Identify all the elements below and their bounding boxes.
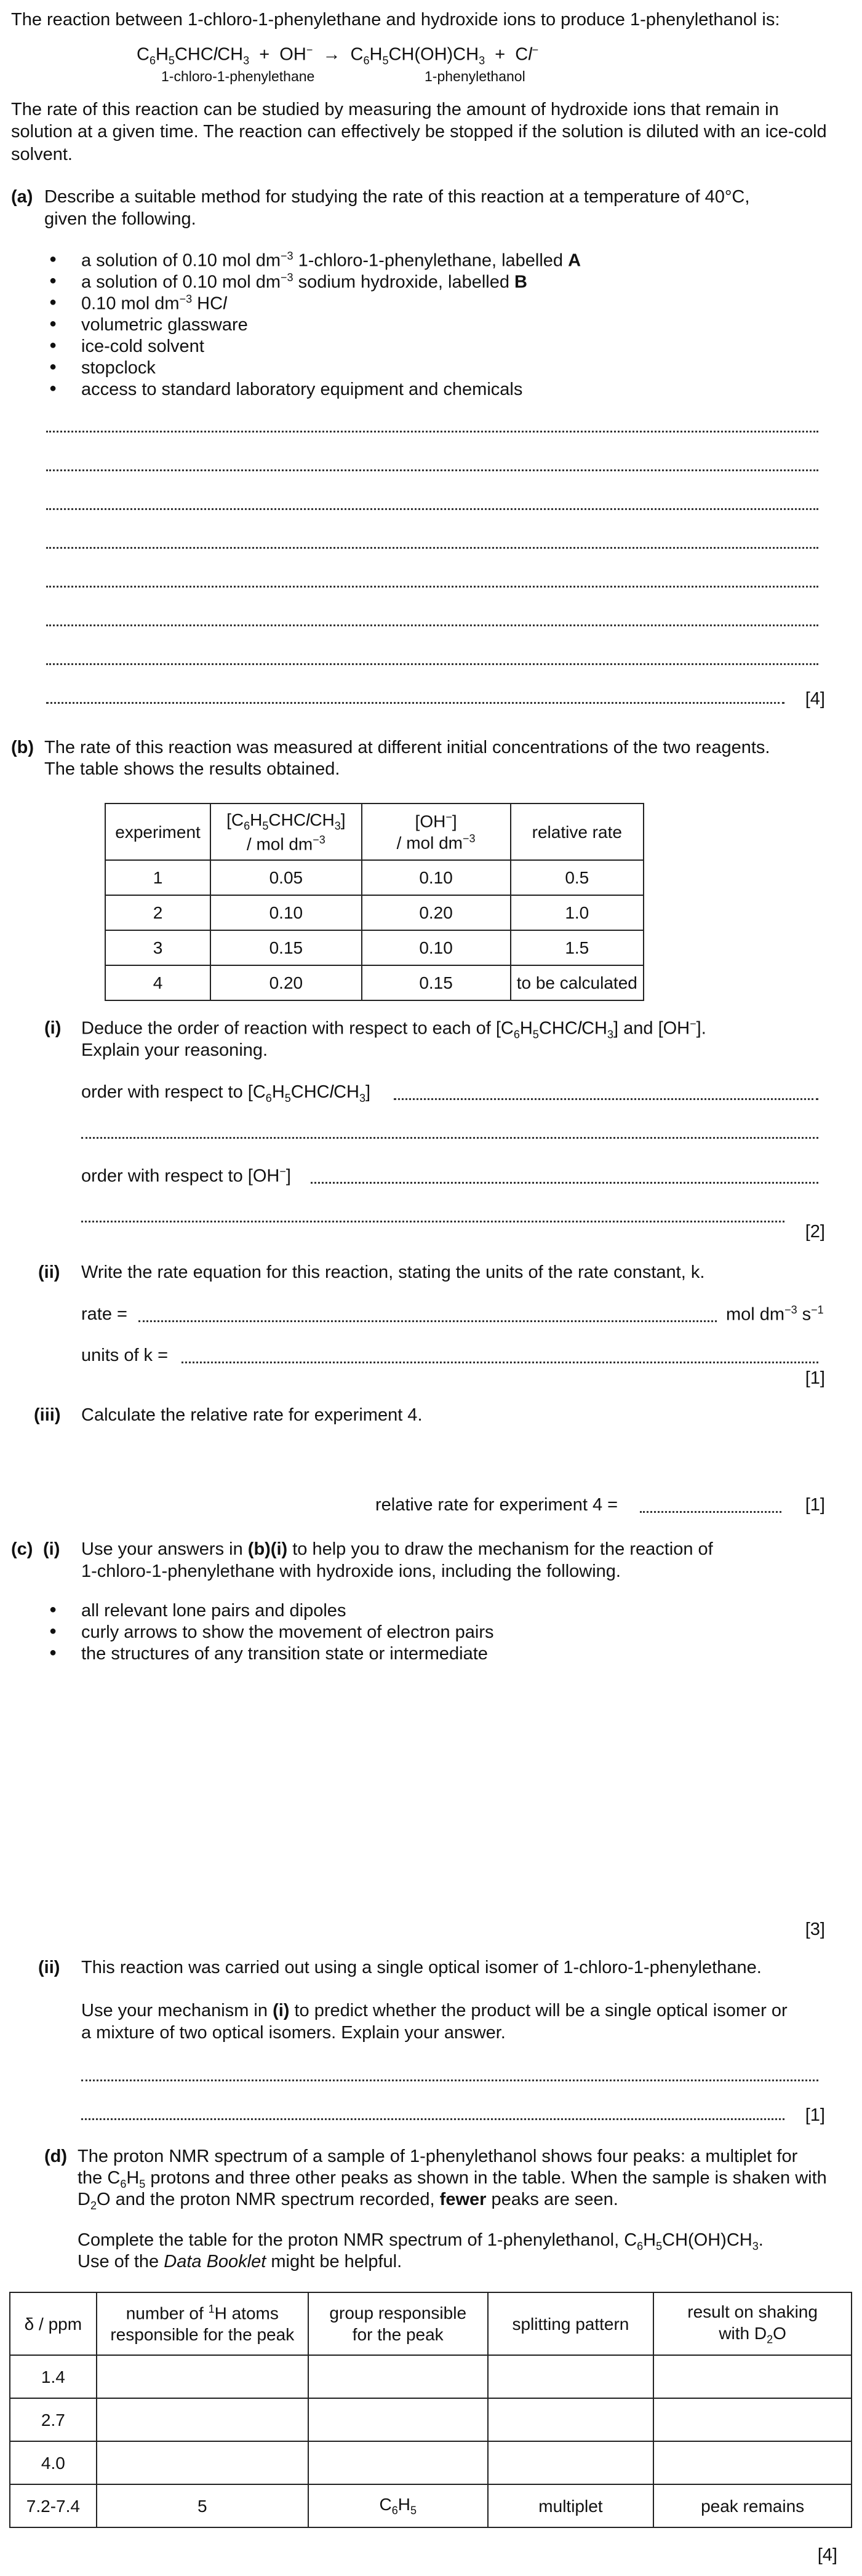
question-b-ii-text: Write the rate equation for this reaction, stating the units of the rate constant, k. (81, 1262, 705, 1282)
table-header-cell: relative rate (511, 804, 644, 860)
table-cell: 0.10 (362, 930, 511, 965)
table-header-cell: experiment (105, 804, 210, 860)
table-header-cell: number of $^1$H atoms responsible for the peak (97, 2292, 308, 2355)
answer-cell[interactable] (97, 2355, 308, 2398)
nmr-table (9, 2292, 852, 2528)
order-label-1: order with respect to $[C_6H_5CHClCH_3]$ (81, 1082, 371, 1104)
mechanism-drawing-area[interactable] (44, 1673, 820, 1913)
question-b-i-label: (i) (44, 1018, 62, 1038)
table-row (10, 2355, 852, 2398)
table-cell: 1.0 (511, 895, 644, 930)
relative-rate-label: relative rate for experiment 4 = (375, 1495, 618, 1515)
table-cell: 0.15 (362, 965, 511, 1000)
intro-paragraph: The rate of this reaction can be studied by measuring the amount of hydroxide ions that remain in solution at a given time. The reaction can effectively be stopped if the solution is diluted with an ice-cold solvent. (11, 100, 827, 164)
table-cell: 4.0 (10, 2441, 97, 2484)
question-c-ii-text-3: a mixture of two optical isomers. Explain your answer. (81, 2023, 506, 2043)
answer-line[interactable] (46, 469, 818, 471)
question-a-label: (a) (11, 187, 33, 207)
relative-rate-answer-line[interactable] (640, 1511, 781, 1513)
mark-allocation: [3] (805, 1920, 825, 1939)
mark-allocation: [1] (805, 1368, 825, 1388)
answer-cell[interactable] (653, 2441, 852, 2484)
table-header-cell: [OH−] / mol $dm^{-3}$ (362, 804, 511, 860)
question-a-text-1: Describe a suitable method for studying the rate of this reaction at a temperature of 40°C, (44, 187, 750, 207)
table-cell: 1 (105, 860, 210, 895)
table-cell: to be calculated (511, 965, 644, 1000)
answer-line[interactable] (46, 586, 818, 588)
answer-cell[interactable] (488, 2398, 654, 2441)
order-label-2: order with respect to [OH−] (81, 1165, 291, 1186)
table-cell: 2 (105, 895, 210, 930)
table-cell: 4 (105, 965, 210, 1000)
rate-label: rate = (81, 1304, 127, 1324)
answer-cell[interactable] (488, 2441, 654, 2484)
question-d-text-3: $D_2O$ and the proton NMR spectrum recorded, fewer peaks are seen. (78, 2190, 618, 2212)
mark-allocation: [1] (805, 1495, 825, 1515)
table-header-cell: splitting pattern (488, 2292, 654, 2355)
table-header-row (10, 2292, 852, 2355)
answer-line[interactable] (46, 431, 818, 433)
table-cell: 0.10 (210, 895, 362, 930)
answer-line[interactable] (81, 2118, 784, 2120)
answer-line[interactable] (46, 624, 818, 626)
table-cell: 1.5 (511, 930, 644, 965)
table-cell: 0.15 (210, 930, 362, 965)
table-header-cell: δ / ppm (10, 2292, 97, 2355)
answer-cell[interactable] (97, 2441, 308, 2484)
mark-allocation: [4] (817, 2545, 837, 2565)
units-label: units of k = (81, 1346, 169, 1365)
rate-units: mol $dm^{-3}$ $s^{-1}$ (726, 1304, 824, 1325)
answer-line[interactable] (311, 1182, 818, 1184)
question-b-i-text-2: Explain your reasoning. (81, 1040, 268, 1060)
question-c-ii-text: This reaction was carried out using a single optical isomer of 1-chloro-1-phenylethane. (81, 1958, 762, 1977)
table-row (105, 895, 644, 930)
question-b-label: (b) (11, 738, 34, 757)
question-d-label: (d) (44, 2147, 68, 2166)
table-row (10, 2484, 852, 2527)
question-b-ii-label: (ii) (38, 1262, 60, 1282)
table-cell: 7.2-7.4 (10, 2484, 97, 2527)
units-answer-line[interactable] (182, 1362, 818, 1363)
answer-line[interactable] (46, 702, 784, 704)
table-header-cell: result on shaking with $D_2O$ (653, 2292, 852, 2355)
mark-allocation: [1] (805, 2105, 825, 2125)
table-row (105, 930, 644, 965)
answer-cell[interactable] (97, 2398, 308, 2441)
mark-allocation: [2] (805, 1222, 825, 1242)
mark-allocation: [4] (805, 689, 825, 709)
product-label: 1-phenylethanol (425, 68, 525, 84)
question-b-text-1: The rate of this reaction was measured at different initial concentrations of the two reagents. (44, 738, 770, 757)
question-b-text-2: The table shows the results obtained. (44, 759, 340, 779)
answer-cell[interactable] (488, 2355, 654, 2398)
question-a-text-2: given the following. (44, 209, 196, 229)
table-header-cell: group responsible for the peak (308, 2292, 488, 2355)
table-cell: 0.10 (362, 860, 511, 895)
question-d-text-4: Complete the table for the proton NMR spectrum of 1-phenylethanol, $C_6H_5CH(OH)CH_3$. (78, 2230, 764, 2252)
results-table (105, 803, 644, 1001)
table-cell: $C_6H_5$ (308, 2484, 488, 2527)
question-d-text-2: the $C_6H_5$ protons and three other peaks as shown in the table. When the sample is shaken with (78, 2168, 827, 2190)
question-c-i-label: (i) (43, 1539, 60, 1559)
rate-answer-line[interactable] (138, 1320, 717, 1322)
reaction-equation: $C_6H_5CHClCH_3 + OH^- \to C_6H_5CH(OH)CH_3 + Cl^-$ (137, 44, 539, 67)
question-d-text-5: Use of the Data Booklet might be helpful. (78, 2252, 402, 2271)
question-b-iii-label: (iii) (34, 1405, 61, 1425)
question-c-i-text-1: Use your answers in (b)(i) to help you to draw the mechanism for the reaction of (81, 1539, 713, 1559)
answer-cell[interactable] (653, 2398, 852, 2441)
table-cell: 1.4 (10, 2355, 97, 2398)
table-cell: 0.20 (362, 895, 511, 930)
answer-cell[interactable] (308, 2441, 488, 2484)
answer-line[interactable] (81, 1221, 784, 1222)
answer-line[interactable] (81, 1137, 818, 1139)
table-cell: 0.20 (210, 965, 362, 1000)
answer-cell[interactable] (308, 2398, 488, 2441)
answer-cell[interactable] (653, 2355, 852, 2398)
table-cell: peak remains (653, 2484, 852, 2527)
question-d-text-1: The proton NMR spectrum of a sample of 1-phenylethanol shows four peaks: a multiplet for (78, 2147, 798, 2166)
table-cell: 0.5 (511, 860, 644, 895)
table-cell: 5 (97, 2484, 308, 2527)
answer-line[interactable] (46, 508, 818, 510)
intro-text: The reaction between 1-chloro-1-phenylethane and hydroxide ions to produce 1-phenylethanol is: (11, 10, 780, 30)
answer-line[interactable] (46, 663, 818, 665)
table-cell: multiplet (488, 2484, 654, 2527)
reactant-label: 1-chloro-1-phenylethane (161, 68, 315, 84)
question-b-iii-text: Calculate the relative rate for experiment 4. (81, 1405, 423, 1425)
table-row (105, 965, 644, 1000)
table-cell: 0.05 (210, 860, 362, 895)
answer-cell[interactable] (308, 2355, 488, 2398)
table-cell: 3 (105, 930, 210, 965)
table-cell: 2.7 (10, 2398, 97, 2441)
answer-line[interactable] (394, 1098, 818, 1100)
question-c-ii-label: (ii) (38, 1958, 60, 1977)
answer-line[interactable] (46, 547, 818, 549)
table-header-row (105, 804, 644, 860)
question-c-ii-text-2: Use your mechanism in (i) to predict whether the product will be a single optical isomer or (81, 2001, 788, 2020)
table-header-cell: $[C_6H_5CHClCH_3]$ / mol $dm^{-3}$ (210, 804, 362, 860)
table-row (105, 860, 644, 895)
table-row (10, 2441, 852, 2484)
table-row (10, 2398, 852, 2441)
question-c-i-text-2: 1-chloro-1-phenylethane with hydroxide ions, including the following. (81, 1561, 621, 1581)
question-b-i-text-1: Deduce the order of reaction with respect to each of $[C_6H_5CHClCH_3]$ and [OH−]. (81, 1018, 706, 1041)
question-c-label: (c) (11, 1539, 33, 1559)
answer-line[interactable] (81, 2080, 818, 2081)
